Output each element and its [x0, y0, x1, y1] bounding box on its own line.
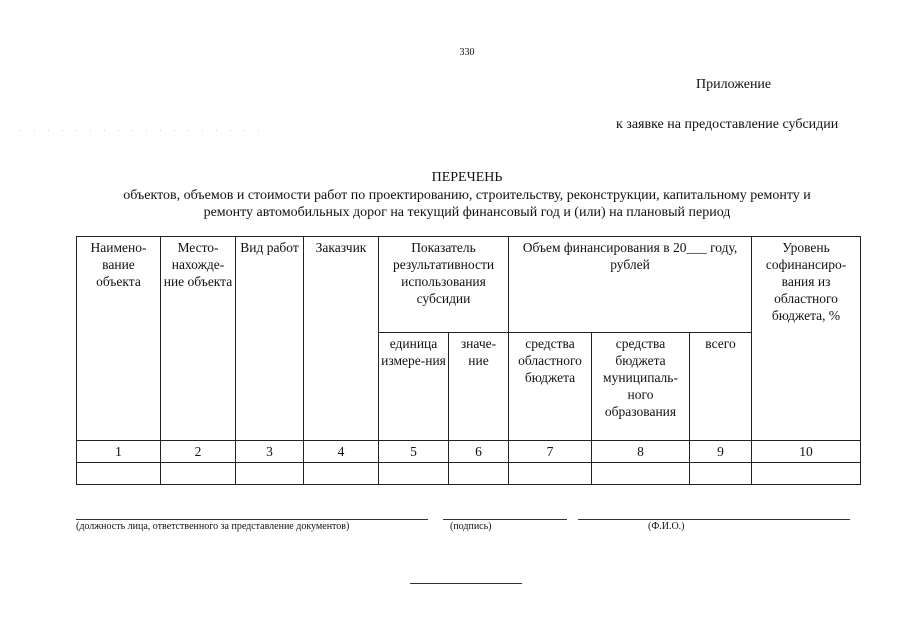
document-subtitle: [60, 187, 874, 221]
footer-divider: [410, 583, 522, 584]
subheader-unit: единица измере-ния: [379, 333, 449, 441]
position-line[interactable]: [76, 519, 428, 520]
subheader-regional-funds: средства областного бюджета: [509, 333, 592, 441]
objects-table: [76, 236, 861, 485]
table-cell[interactable]: [509, 463, 592, 485]
subheader-municipal-funds: средства бюджета муниципаль-ного образования: [592, 333, 690, 441]
header-work-type: Вид работ: [236, 237, 304, 441]
column-number: 4: [304, 441, 379, 463]
table-cell[interactable]: [304, 463, 379, 485]
column-number: 3: [236, 441, 304, 463]
signature-label: (подпись): [450, 521, 492, 532]
document-title: ПЕРЕЧЕНЬ: [431, 170, 503, 185]
column-number: 9: [690, 441, 752, 463]
name-label: (Ф.И.О.): [648, 521, 685, 532]
header-financing: Объем финансирования в 20___ году, рублей: [509, 237, 752, 333]
subtitle-line-1: объектов, объемов и стоимости работ по проектированию, строительству, реконструкции, капитальному ремонту и: [123, 188, 811, 203]
table-cell[interactable]: [379, 463, 449, 485]
subheader-value: значе-ние: [449, 333, 509, 441]
table-row: [77, 463, 861, 485]
appendix-subtitle: к заявке на предоставление субсидии: [616, 117, 839, 132]
table-cell[interactable]: [592, 463, 690, 485]
header-location: Место-нахожде-ние объекта: [161, 237, 236, 441]
column-number: 2: [161, 441, 236, 463]
subheader-total: всего: [690, 333, 752, 441]
header-co-financing: Уровень софинансиро-вания из областного бюджета, %: [752, 237, 861, 441]
subtitle-line-2: ремонту автомобильных дорог на текущий финансовый год и (или) на плановый период: [203, 205, 731, 220]
table-cell[interactable]: [236, 463, 304, 485]
table-cell[interactable]: [690, 463, 752, 485]
table-cell[interactable]: [77, 463, 161, 485]
scan-artifact: [20, 130, 260, 131]
column-number: 7: [509, 441, 592, 463]
column-number: 10: [752, 441, 861, 463]
name-line[interactable]: [578, 519, 850, 520]
header-customer: Заказчик: [304, 237, 379, 441]
header-object-name: Наимено-вание объекта: [77, 237, 161, 441]
column-number: 1: [77, 441, 161, 463]
table-cell[interactable]: [161, 463, 236, 485]
table-cell[interactable]: [752, 463, 861, 485]
page-number: 330: [459, 47, 475, 58]
column-number: 5: [379, 441, 449, 463]
column-number: 8: [592, 441, 690, 463]
signature-line[interactable]: [443, 519, 567, 520]
appendix-title: Приложение: [696, 77, 772, 92]
header-indicator: Показатель результативности использования субсидии: [379, 237, 509, 333]
position-label: (должность лица, ответственного за представление документов): [76, 521, 350, 532]
column-number: 6: [449, 441, 509, 463]
table-cell[interactable]: [449, 463, 509, 485]
